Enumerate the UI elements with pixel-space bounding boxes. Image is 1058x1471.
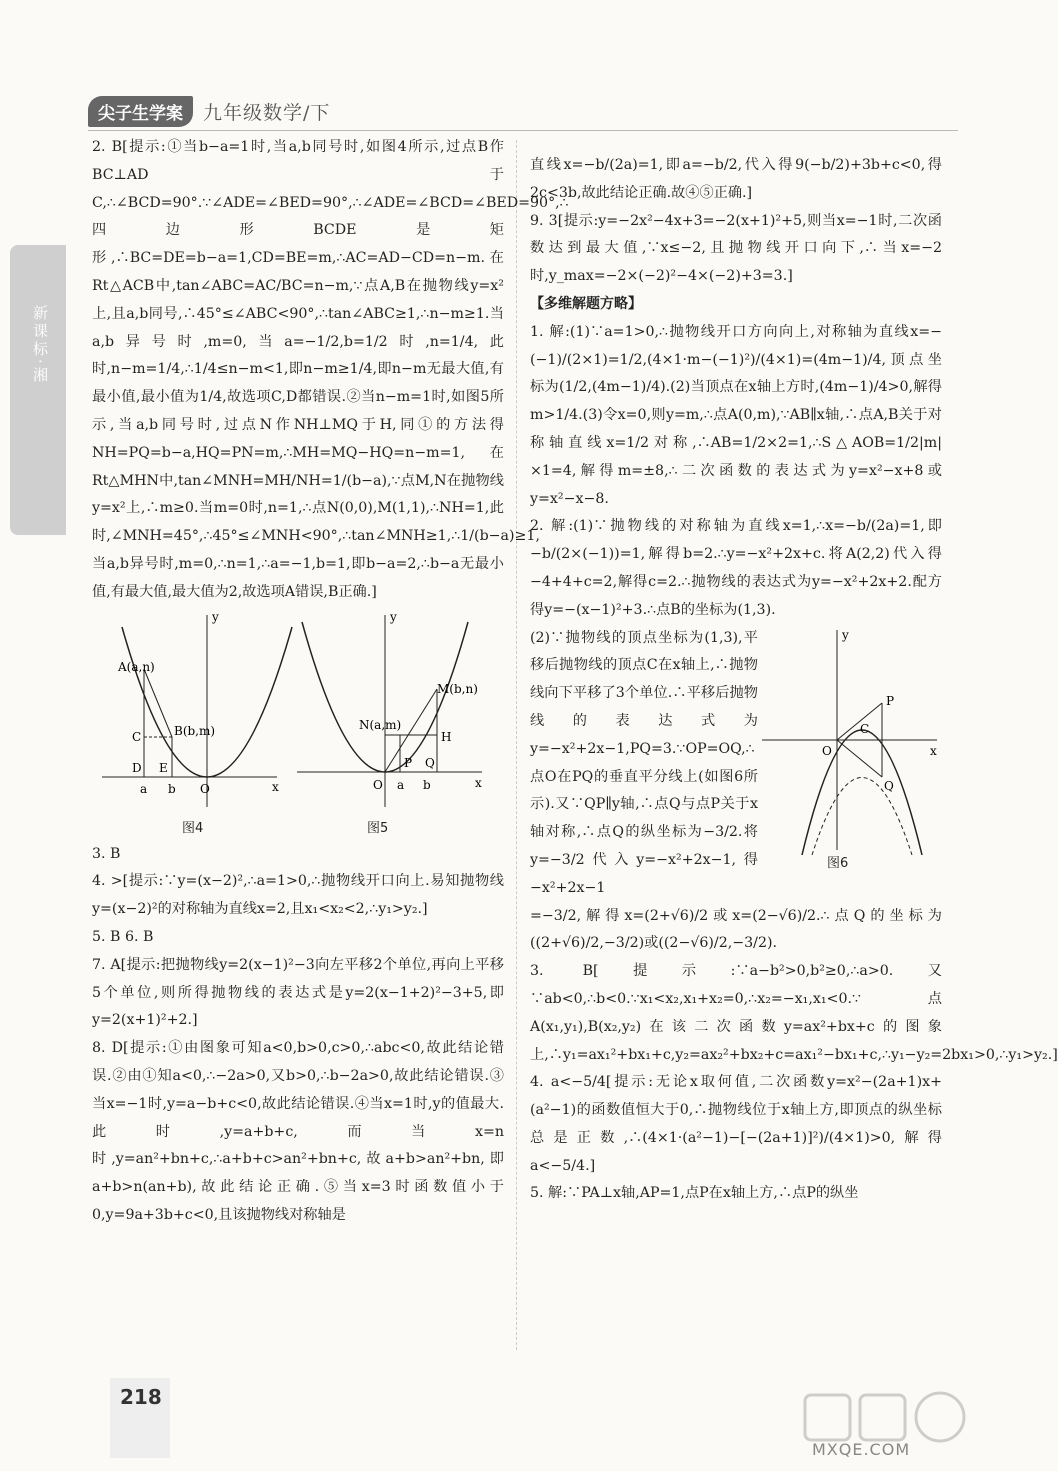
column-divider bbox=[516, 140, 517, 1350]
brand-badge: 尖子生学案 bbox=[88, 96, 193, 127]
label-o: O bbox=[373, 777, 383, 792]
strategy-1: 1. 解:(1)∵a=1>0,∴抛物线开口方向向上,对称轴为直线x=−(−1)/(2×1)=1/2,(4×1·m−(−1)²)/(4×1)=(4m−1)/4,顶点坐标为(1/2,(4m−1)/4).(2)当顶点在x轴上方时,(4m−1)/4>0,解得m>1/4.(3)令x=0,则y=m,∴点A(0,m),∵AB∥x轴,∴点A,B关于对称轴直线x=1/2对称,∴AB=1/2×2=1,∴S△AOB=1/2|m|×1=4,解得m=±8,∴二次函数的表达式为y=x²−x+8或y=x²−x−8. bbox=[530, 323, 942, 507]
book-subtitle: 九年级数学/下 bbox=[203, 101, 331, 124]
strategy-3: 3. B[提示:∵a−b²>0,b²≥0,∴a>0.又∵ab<0,∴b<0.∵x₁<x₂,x₁+x₂=0,∴x₂=−x₁,x₁<0.∵点A(x₁,y₁),B(x₂,y₂)在该二次函数y=ax²+bx+c的图象上,∴y₁=ax₁²+bx₁+c,y₂=ax₂²+bx₂+c=ax₁²−bx₁+c,∴y₁−y₂=2bx₁>0,∴y₁>y₂.] bbox=[530, 963, 1058, 1063]
figure-4-graph bbox=[102, 607, 282, 812]
figures-4-5 bbox=[92, 607, 504, 839]
watermark-site: MXQE.COM bbox=[812, 1440, 911, 1459]
answer-q2: 2. B[提示:①当b−a=1时,当a,b同号时,如图4所示,过点B作BC⊥AD于C,∴∠BCD=90°.∵∠ADE=∠BED=90°,∴∠ADE=∠BCD=∠BED=90°,∴四边形BCDE是矩形,∴BC=DE=b−a=1,CD=BE=m,∴AC=AD−CD=n−m.在Rt△ACB中,tan∠ABC=AC/BC=n−m,∵点A,B在抛物线y=x²上,且a,b同号,∴45°≤∠ABC<90°,∴tan∠ABC≥1,∴n−m≥1.当a,b异号时,m=0,当a=−1/2,b=1/2时,n=1/4,此时,n−m=1/4,∴1/4≤n−m<1,即n−m≥1/4,即n−m无最大值,有最小值,最小值为1/4,故选项C,D都错误.②当n−m=1时,如图5所示,当a,b同号时,过点N作NH⊥MQ于H,同①的方法得NH=PQ=b−a,HQ=PN=m,∴MH=MQ−HQ=n−m=1,在Rt△MHN中,tan∠MNH=MH/NH=1/(b−a),∵点M,N在抛物线y=x²上,∴m≥0.当m=0时,n=1,∴点N(0,0),M(1,1),∴NH=1,此时,∠MNH=45°,∴45°≤∠MNH<90°,∴tan∠MNH≥1,∴1/(b−a)≥1,当a,b异号时,m=0,∴n=1,∴a=−1,b=1,即b−a=2,∴b−a无最小值,有最大值,最大值为2,故选项A错误,B正确.] bbox=[92, 139, 569, 600]
label-b: b bbox=[423, 777, 431, 792]
figure-5-graph bbox=[297, 607, 487, 812]
page-number: 218 bbox=[120, 1385, 162, 1409]
label-x: x bbox=[930, 743, 937, 758]
label-x: x bbox=[272, 779, 279, 794]
answer-q8: 8. D[提示:①由图象可知a<0,b>0,c>0,∴abc<0,故此结论错误.②由①知a<0,∴−2a>0,又b>0,∴b−2a>0,故此结论错误.③当x=−1时,y=a−b+c<0,故此结论错误.④当x=1时,y的值最大.此时,y=a+b+c,而当x=n时,y=an²+bn+c,∴a+b+c>an²+bn+c,故a+b>an²+bn,即a+b>n(an+b),故此结论正确.⑤当x=3时函数值小于0,y=9a+3b+c<0,且该抛物线对称轴是 bbox=[92, 1040, 504, 1223]
answer-q5-q6: 5. B 6. B bbox=[92, 928, 154, 945]
figure-6-graph bbox=[762, 625, 942, 860]
label-p: P bbox=[886, 693, 895, 708]
label-e: E bbox=[159, 760, 168, 775]
label-q: Q bbox=[425, 755, 435, 770]
side-tab-label: 新课标·湘 bbox=[31, 305, 49, 385]
answer-q7: 7. A[提示:把抛物线y=2(x−1)²−3向左平移2个单位,再向上平移5个单位,则所得抛物线的表达式是y=2(x−1+2)²−3+5,即y=2(x+1)²+2.] bbox=[92, 956, 504, 1029]
figure-4 bbox=[102, 607, 282, 836]
answer-q4: 4. >[提示:∵y=(x−2)²,∴a=1>0,∴抛物线开口向上.易知抛物线y=(x−2)²的对称轴为直线x=2,且x₁<x₂<2,∴y₁>y₂.] bbox=[92, 873, 504, 918]
label-q: Q bbox=[884, 778, 894, 793]
label-b: b bbox=[168, 781, 176, 796]
label-y: y bbox=[390, 609, 397, 624]
strategy-4: 4. a<−5/4[提示:无论x取何值,二次函数y=x²−(2a+1)x+(a²−1)的函数值恒大于0,∴抛物线位于x轴上方,即顶点的纵坐标总是正数,∴(4×1·(a²−1)−[−(2a+1)]²)/(4×1)>0,解得a<−5/4.] bbox=[530, 1074, 942, 1174]
figure-5-caption: 图5 bbox=[367, 820, 389, 836]
label-d: D bbox=[132, 760, 142, 775]
label-y: y bbox=[212, 609, 219, 624]
section-title: 【多维解题方略】 bbox=[530, 295, 642, 312]
label-n-am: N(a,m) bbox=[359, 717, 402, 732]
answer-q8-continued: 直线x=−b/(2a)=1,即a=−b/2,代入得9(−b/2)+3b+c<0,得2c<3b,故此结论正确.故④⑤正确.] bbox=[530, 157, 942, 201]
figure-4-caption: 图4 bbox=[182, 820, 204, 836]
answer-q3: 3. B bbox=[92, 845, 121, 862]
label-a: a bbox=[140, 781, 148, 796]
label-y: y bbox=[842, 627, 849, 642]
label-o: O bbox=[200, 781, 210, 796]
label-b-bm: B(b,m) bbox=[174, 723, 216, 738]
label-x: x bbox=[475, 775, 482, 790]
strategy-5: 5. 解:∵PA⊥x轴,AP=1,点P在x轴上方,∴点P的纵坐 bbox=[530, 1185, 859, 1202]
answer-q9: 9. 3[提示:y=−2x²−4x+3=−2(x+1)²+5,则当x=−1时,二次函数达到最大值,∵x≤−2,且抛物线开口向下,∴当x=−2时,y_max=−2×(−2)²−4×(−2)+3=3.] bbox=[530, 212, 942, 285]
label-p: P bbox=[404, 755, 413, 770]
right-column bbox=[530, 152, 1058, 1208]
label-c: C bbox=[860, 721, 870, 736]
label-a-an: A(a,n) bbox=[118, 659, 155, 674]
strategy-2-part1: 2. 解:(1)∵抛物线的对称轴为直线x=1,∴x=−b/(2a)=1,即−b/(2×(−1))=1,解得b=2.∴y=−x²+2x+c.将A(2,2)代入得−4+4+c=2,解得c=2.∴抛物线的表达式为y=−x²+2x+2.配方得y=−(x−1)²+3.∴点B的坐标为(1,3). bbox=[530, 518, 942, 618]
side-tab bbox=[10, 245, 66, 535]
figure-6 bbox=[762, 625, 942, 875]
label-o: O bbox=[822, 743, 832, 758]
strategy-2-part2: (2)∵抛物线的顶点坐标为(1,3),平移后抛物线的顶点C在x轴上,∴抛物线向下平移了3个单位.∴平移后抛物线的表达式为y=−x²+2x−1,PQ=3.∵OP=OQ,∴点O在PQ的垂直平分线上(如图6所示).又∵QP∥y轴,∴点Q与点P关于x轴对称,∴点Q的纵坐标为−3/2.将y=−3/2代入y=−x²+2x−1,得−x²+2x−1 bbox=[530, 629, 758, 896]
header-rule bbox=[88, 130, 958, 131]
page-header bbox=[88, 96, 330, 126]
label-a: a bbox=[397, 777, 405, 792]
left-column bbox=[92, 134, 569, 1230]
figure-5 bbox=[297, 607, 487, 836]
strategy-2-block bbox=[530, 513, 942, 958]
figure-6-caption: 图6 bbox=[827, 855, 849, 871]
label-m-bn: M(b,n) bbox=[437, 681, 478, 696]
label-h: H bbox=[441, 729, 452, 744]
label-c: C bbox=[132, 729, 142, 744]
strategy-2-part3: =−3/2,解得x=(2+√6)/2或x=(2−√6)/2.∴点Q的坐标为((2+√6)/2,−3/2)或((2−√6)/2,−3/2). bbox=[530, 907, 942, 952]
